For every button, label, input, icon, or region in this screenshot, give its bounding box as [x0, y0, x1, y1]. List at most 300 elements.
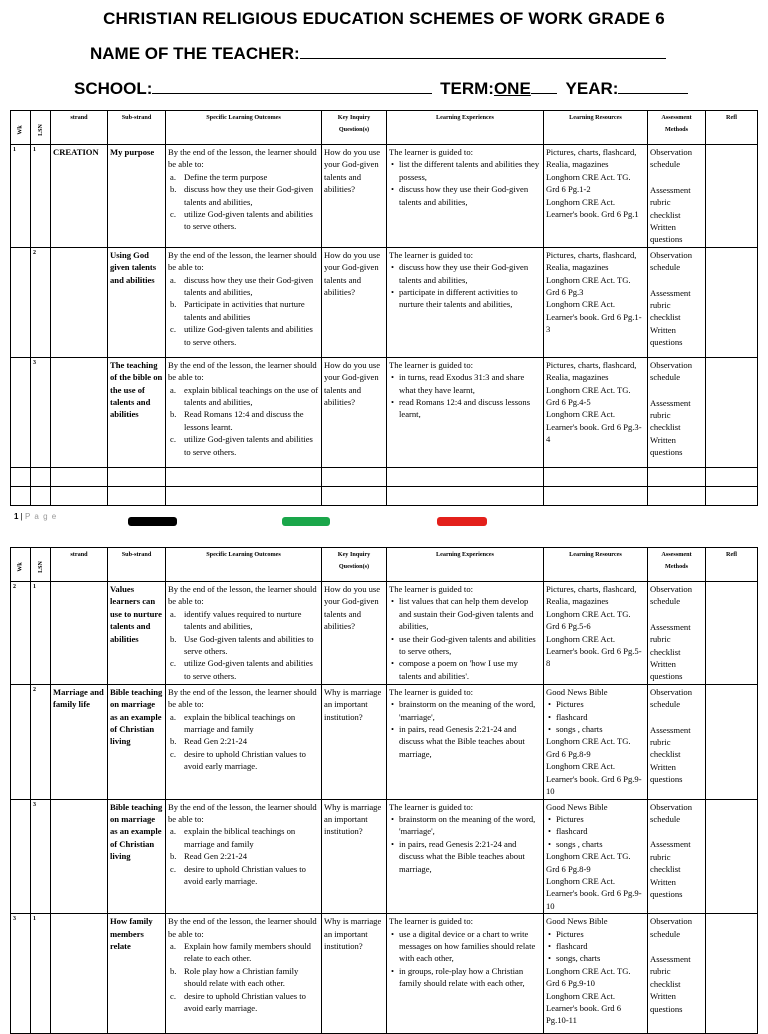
- assessment-line: Assessment rubric checklist: [650, 184, 691, 220]
- resources-cell: [544, 247, 648, 357]
- scheme-table-page-1: [10, 110, 758, 506]
- column-header-label: Sub-strand: [121, 114, 152, 121]
- experience-item: • list values that can help them develop and sustain their God-given talents and abilities,: [389, 595, 541, 632]
- outcome-item: [168, 384, 319, 409]
- column-header: [322, 111, 387, 145]
- resource-line: Pictures, charts, flashcard, Realia, magazines: [546, 359, 637, 383]
- outcome-letter: c.: [170, 434, 176, 445]
- strand-cell: [51, 357, 108, 467]
- outcome-item: [168, 735, 319, 747]
- outcome-text: desire to uphold Christian values to avoid early marriage.: [184, 863, 306, 886]
- empty-cell: [706, 486, 758, 505]
- assessment-line: Observation schedule: [650, 801, 693, 824]
- resource-line: Longhorn CRE Act. TG. Grd 6 Pg.8-9: [546, 736, 631, 759]
- outcome-letter: b.: [170, 633, 177, 644]
- outcome-item: [168, 633, 319, 658]
- experience-item: • in groups, role-play how a Christian family should relate with each other,: [389, 965, 541, 990]
- experiences-list: [389, 261, 541, 311]
- year-blank: [618, 93, 688, 94]
- column-header: [11, 111, 31, 145]
- outcome-item: [168, 990, 319, 1015]
- column-header-label: strand: [70, 114, 88, 121]
- table-row: [11, 145, 758, 248]
- outcome-item: [168, 940, 319, 965]
- outcomes-list: [168, 825, 319, 887]
- outcomes-intro: By the end of the lesson, the learner should be able to:: [168, 359, 317, 383]
- outcome-item: [168, 711, 319, 736]
- outcome-letter: a.: [170, 274, 176, 285]
- reflection-cell: [706, 684, 758, 799]
- outcome-letter: c.: [170, 324, 176, 335]
- experience-item: • list the different talents and abilities they possess,: [389, 158, 541, 183]
- inquiry-question-cell: How do you use your God-given talents and abilities?: [322, 582, 387, 685]
- outcome-letter: b.: [170, 184, 177, 195]
- week-cell: [11, 582, 31, 685]
- column-header-label: Specific Learning Outcomes: [206, 551, 281, 558]
- resource-bullet: • songs , charts: [546, 838, 645, 850]
- reflection-cell: [706, 357, 758, 467]
- lesson-cell: [31, 914, 51, 1034]
- experiences-cell: [387, 582, 544, 685]
- outcome-text: Define the term purpose: [184, 171, 268, 182]
- table-header: [11, 548, 758, 582]
- experiences-intro: The learner is guided to:: [389, 916, 473, 927]
- column-header: [387, 111, 544, 145]
- experiences-cell: [387, 799, 544, 914]
- experiences-cell: [387, 684, 544, 799]
- outcome-item: [168, 408, 319, 433]
- column-header-label: Learning Experiences: [436, 551, 494, 558]
- assessment-cell: [648, 582, 706, 685]
- column-header: [108, 548, 166, 582]
- column-header-label: LSN: [37, 561, 44, 573]
- week-cell: [11, 357, 31, 467]
- outcomes-list: [168, 171, 319, 233]
- assessment-line: Observation schedule: [650, 916, 693, 939]
- resource-bullet: • Pictures: [546, 813, 645, 825]
- outcomes-list: [168, 711, 319, 773]
- outcomes-cell: [166, 247, 322, 357]
- week-cell: [11, 914, 31, 1034]
- empty-cell: [544, 467, 648, 486]
- outcome-item: [168, 171, 319, 183]
- experiences-list: [389, 813, 541, 875]
- resource-line: Longhorn CRE Act. TG. Grd 6 Pg.1-2: [546, 171, 631, 195]
- empty-row: [11, 486, 758, 505]
- assessment-cell: [648, 145, 706, 248]
- experiences-list: [389, 928, 541, 990]
- experience-item: • discuss how they use their God-given talents and abilities,: [389, 183, 541, 208]
- strand-cell: [51, 799, 108, 914]
- empty-cell: [11, 467, 31, 486]
- resource-line: Longhorn CRE Act. TG. Grd 6 Pg.8-9: [546, 851, 631, 874]
- lesson-number: 1: [33, 147, 36, 153]
- outcomes-cell: [166, 145, 322, 248]
- experiences-intro: The learner is guided to:: [389, 686, 473, 697]
- column-header-label: Wk: [17, 125, 24, 135]
- outcomes-cell: [166, 582, 322, 685]
- table-row: [11, 799, 758, 914]
- column-header: [11, 548, 31, 582]
- resources-intro: Good News Bible: [546, 916, 608, 927]
- lesson-number: 2: [33, 686, 36, 693]
- experiences-intro: The learner is guided to:: [389, 147, 473, 157]
- outcome-text: Use God-given talents and abilities to serve others.: [184, 633, 314, 657]
- assessment-line: Written questions: [650, 324, 683, 348]
- experience-item: • in turns, read Exodus 31:3 and share what they have learnt,: [389, 371, 541, 396]
- column-header: [387, 548, 544, 582]
- reflection-cell: [706, 799, 758, 914]
- outcomes-list: [168, 608, 319, 682]
- column-header: [706, 111, 758, 145]
- resource-bullet: • flashcard: [546, 825, 645, 837]
- column-header: [648, 548, 706, 582]
- column-header: [544, 548, 648, 582]
- resources-cell: [544, 914, 648, 1034]
- empty-cell: [108, 467, 166, 486]
- empty-cell: [108, 486, 166, 505]
- experiences-cell: [387, 914, 544, 1034]
- column-header-label: Learning Resources: [569, 114, 622, 121]
- teacher-name-line: [90, 44, 768, 64]
- assessment-line: Written questions: [650, 659, 683, 682]
- lesson-number: 3: [33, 801, 36, 808]
- assessment-line: Observation schedule: [650, 147, 693, 170]
- resource-line: Longhorn CRE Act. Learner's book. Grd 6 Pg.1: [546, 196, 639, 220]
- outcome-item: [168, 850, 319, 862]
- empty-cell: [648, 467, 706, 486]
- lesson-number: 2: [33, 249, 36, 256]
- column-header: [31, 548, 51, 582]
- outcomes-intro: By the end of the lesson, the learner should be able to:: [168, 686, 317, 710]
- resource-line: Longhorn CRE Act. TG. Grd 6 Pg.3: [546, 274, 631, 298]
- outcome-letter: c.: [170, 658, 176, 669]
- week-cell: [11, 145, 31, 248]
- assessment-line: Observation schedule: [650, 249, 693, 273]
- substrand-cell: Bible teaching on marriage as an example of Christian living: [108, 684, 166, 799]
- column-header-label: Assessment Methods: [661, 551, 692, 570]
- empty-cell: [322, 486, 387, 505]
- week-number: 1: [13, 147, 16, 153]
- resource-bullet: • Pictures: [546, 928, 645, 940]
- year-label: YEAR:: [565, 79, 619, 98]
- strand-cell: [51, 582, 108, 685]
- outcome-text: utilize God-given talents and abilities to serve others.: [184, 434, 313, 457]
- outcome-letter: a.: [170, 384, 176, 395]
- table-row: [11, 357, 758, 467]
- experience-item: • use their God-given talents and abilities to serve others,: [389, 633, 541, 658]
- green-bar: [282, 517, 330, 526]
- empty-cell: [544, 486, 648, 505]
- column-header-label: Learning Resources: [569, 551, 622, 558]
- outcome-item: [168, 863, 319, 888]
- assessment-line: Assessment rubric checklist: [650, 397, 691, 433]
- outcomes-intro: By the end of the lesson, the learner should be able to:: [168, 801, 317, 824]
- lesson-cell: [31, 684, 51, 799]
- inquiry-question-cell: How do you use your God-given talents and abilities?: [322, 247, 387, 357]
- experiences-intro: The learner is guided to:: [389, 359, 473, 370]
- red-bar: [437, 517, 487, 526]
- column-header-label: Key Inquiry Question(s): [337, 551, 371, 570]
- strand-cell: Marriage and family life: [51, 684, 108, 799]
- experience-item: • compose a poem on 'how I use my talents and abilities'.: [389, 657, 541, 682]
- scheme-table-page-2: [10, 547, 758, 1034]
- assessment-cell: [648, 914, 706, 1034]
- lesson-cell: [31, 145, 51, 248]
- header-row: [11, 111, 758, 145]
- outcome-letter: c.: [170, 863, 176, 874]
- substrand-cell: My purpose: [108, 145, 166, 248]
- column-header-label: Key Inquiry Question(s): [337, 114, 371, 133]
- assessment-line: Written questions: [650, 222, 683, 245]
- lesson-number: 1: [33, 916, 36, 923]
- outcome-item: [168, 657, 319, 682]
- experience-item: • read Romans 12:4 and discuss lessons learnt,: [389, 396, 541, 421]
- resource-line: Longhorn CRE Act. Learner's book. Grd 6 Pg.1-3: [546, 299, 642, 335]
- assessment-line: Assessment rubric checklist: [650, 724, 691, 760]
- outcome-item: [168, 748, 319, 773]
- experiences-list: [389, 158, 541, 208]
- resource-bullet: • songs, charts: [546, 952, 645, 964]
- reflection-cell: [706, 247, 758, 357]
- substrand-cell: Using God given talents and abilities: [108, 247, 166, 357]
- assessment-cell: [648, 357, 706, 467]
- header-row: [11, 548, 758, 582]
- black-bar: [128, 517, 177, 526]
- outcomes-intro: By the end of the lesson, the learner should be able to:: [168, 584, 317, 607]
- resource-line: Longhorn CRE Act. TG. Grd 6 Pg.9-10: [546, 965, 631, 989]
- resource-line: Longhorn CRE Act. Learner's book. Grd 6 Pg.5-8: [546, 633, 642, 669]
- page-number: 1: [14, 512, 19, 521]
- substrand-cell: How family members relate: [108, 914, 166, 1034]
- empty-cell: [51, 486, 108, 505]
- outcomes-cell: [166, 799, 322, 914]
- experience-item: • in pairs, read Genesis 2:21-24 and discuss what the Bible teaches about marriage,: [389, 723, 541, 760]
- resource-line: Longhorn CRE Act. Learner's book. Grd 6 Pg.3-4: [546, 409, 642, 445]
- assessment-line: Written questions: [650, 761, 683, 785]
- strand-cell: CREATION: [51, 145, 108, 248]
- outcome-item: [168, 274, 319, 299]
- outcome-letter: a.: [170, 711, 176, 722]
- assessment-line: Assessment rubric checklist: [650, 839, 691, 875]
- table-header: [11, 111, 758, 145]
- experiences-cell: [387, 357, 544, 467]
- outcome-item: [168, 183, 319, 208]
- substrand-cell: Bible teaching on marriage as an example of Christian living: [108, 799, 166, 914]
- outcome-text: explain the biblical teachings on marriage and family: [184, 826, 296, 849]
- outcome-letter: c.: [170, 990, 176, 1001]
- school-term-year-line: [74, 79, 768, 99]
- empty-cell: [387, 486, 544, 505]
- outcome-text: Explain how family members should relate to each other.: [184, 940, 311, 964]
- resources-cell: [544, 357, 648, 467]
- resource-line: Pictures, charts, flashcard, Realia, magazines: [546, 249, 637, 273]
- outcomes-cell: [166, 357, 322, 467]
- outcome-text: utilize God-given talents and abilities to serve others.: [184, 324, 313, 347]
- assessment-line: Assessment rubric checklist: [650, 287, 691, 323]
- lesson-number: 1: [33, 584, 36, 590]
- column-header-label: Wk: [17, 562, 24, 572]
- assessment-line: Assessment rubric checklist: [650, 953, 691, 989]
- outcomes-intro: By the end of the lesson, the learner should be able to:: [168, 916, 317, 939]
- resources-intro: Good News Bible: [546, 686, 608, 697]
- page-footer: 1 | P a g e: [14, 512, 58, 521]
- outcomes-intro: By the end of the lesson, the learner should be able to:: [168, 147, 317, 170]
- outcome-text: Read Romans 12:4 and discuss the lessons learnt.: [184, 409, 304, 432]
- outcomes-list: [168, 274, 319, 348]
- resource-line: Pictures, charts, flashcard, Realia, magazines: [546, 584, 637, 607]
- experience-item: • participate in different activities to nurture their talents and abilities,: [389, 286, 541, 311]
- empty-cell: [706, 467, 758, 486]
- outcomes-cell: [166, 914, 322, 1034]
- assessment-line: Observation schedule: [650, 584, 693, 607]
- outcome-text: Role play how a Christian family should relate with each other.: [184, 965, 299, 989]
- resources-cell: [544, 582, 648, 685]
- outcomes-list: [168, 940, 319, 1014]
- substrand-cell: Values learners can use to nurture talents and abilities: [108, 582, 166, 685]
- week-cell: [11, 799, 31, 914]
- outcome-text: desire to uphold Christian values to avoid early marriage.: [184, 748, 306, 772]
- outcome-text: explain the biblical teachings on marriage and family: [184, 711, 296, 735]
- resources-intro: Good News Bible: [546, 801, 608, 812]
- inquiry-question-cell: How do you use your God-given talents and abilities?: [322, 357, 387, 467]
- table-row: [11, 914, 758, 1034]
- column-header-label: Refl: [726, 114, 737, 121]
- column-header-label: strand: [70, 551, 88, 558]
- empty-cell: [387, 467, 544, 486]
- outcome-letter: b.: [170, 299, 177, 310]
- experiences-list: [389, 698, 541, 760]
- lesson-cell: [31, 247, 51, 357]
- column-header-label: Specific Learning Outcomes: [206, 114, 281, 121]
- outcome-item: [168, 608, 319, 633]
- experience-item: • brainstorm on the meaning of the word, 'marriage',: [389, 813, 541, 838]
- column-header-label: Refl: [726, 551, 737, 558]
- column-header: [108, 111, 166, 145]
- resource-line: Longhorn CRE Act. Learner's book. Grd 6 Pg.9-10: [546, 761, 642, 797]
- empty-cell: [51, 467, 108, 486]
- substrand-cell: The teaching of the bible on the use of talents and abilities: [108, 357, 166, 467]
- inquiry-question-cell: How do you use your God-given talents and abilities?: [322, 145, 387, 248]
- outcome-text: Read Gen 2:21-24: [184, 736, 248, 747]
- resources-bullets: [546, 928, 645, 965]
- outcome-text: identify values required to nurture talents and abilities,: [184, 608, 302, 632]
- empty-cell: [31, 467, 51, 486]
- outcome-letter: a.: [170, 171, 176, 182]
- resource-line: Longhorn CRE Act. Learner's book. Grd 6 Pg.9-10: [546, 875, 642, 911]
- assessment-line: Observation schedule: [650, 359, 693, 383]
- empty-cell: [166, 467, 322, 486]
- table-row: [11, 582, 758, 685]
- experiences-cell: [387, 247, 544, 357]
- assessment-line: Observation schedule: [650, 686, 693, 710]
- experiences-intro: The learner is guided to:: [389, 249, 473, 260]
- table-row: [11, 684, 758, 799]
- outcome-letter: a.: [170, 940, 176, 951]
- assessment-line: Written questions: [650, 876, 683, 899]
- outcome-item: [168, 298, 319, 323]
- outcome-letter: a.: [170, 826, 176, 837]
- lesson-cell: [31, 357, 51, 467]
- outcome-letter: a.: [170, 608, 176, 619]
- column-header: [648, 111, 706, 145]
- outcome-letter: b.: [170, 736, 177, 747]
- inquiry-question-cell: Why is marriage an important institution?: [322, 914, 387, 1034]
- inquiry-question-cell: Why is marriage an important institution?: [322, 799, 387, 914]
- outcome-letter: c.: [170, 209, 176, 220]
- experience-item: • discuss how they use their God-given talents and abilities,: [389, 261, 541, 286]
- column-header: [322, 548, 387, 582]
- column-header: [51, 548, 108, 582]
- outcome-text: discuss how they use their God-given talents and abilities,: [184, 274, 314, 298]
- table-row: [11, 247, 758, 357]
- resource-line: Pictures, charts, flashcard, Realia, magazines: [546, 147, 637, 170]
- reflection-cell: [706, 145, 758, 248]
- assessment-line: Written questions: [650, 991, 683, 1014]
- school-label: SCHOOL:: [74, 79, 153, 98]
- experiences-intro: The learner is guided to:: [389, 801, 473, 812]
- outcome-letter: b.: [170, 965, 177, 976]
- column-header: [31, 111, 51, 145]
- term-value: ONE: [493, 79, 531, 98]
- outcome-text: explain biblical teachings on the use of talents and abilities,: [184, 384, 319, 408]
- week-number: 2: [13, 584, 16, 590]
- column-header: [166, 548, 322, 582]
- resource-line: Longhorn CRE Act. TG. Grd 6 Pg.4-5: [546, 384, 631, 408]
- resource-bullet: • flashcard: [546, 711, 645, 723]
- document-title: CHRISTIAN RELIGIOUS EDUCATION SCHEMES OF WORK GRADE 6: [103, 9, 665, 28]
- assessment-cell: [648, 684, 706, 799]
- week-cell: [11, 247, 31, 357]
- column-header: [706, 548, 758, 582]
- empty-row: [11, 467, 758, 486]
- resource-bullet: • flashcard: [546, 940, 645, 952]
- resources-bullets: [546, 698, 645, 735]
- experience-item: • use a digital device or a chart to write messages on how families should relate with each other,: [389, 928, 541, 965]
- page-label: P a g e: [24, 512, 58, 521]
- strand-cell: [51, 247, 108, 357]
- lesson-cell: [31, 799, 51, 914]
- column-header: [51, 111, 108, 145]
- assessment-cell: [648, 247, 706, 357]
- resource-bullet: • songs , charts: [546, 723, 645, 735]
- column-header-label: Learning Experiences: [436, 114, 494, 121]
- school-blank: [152, 93, 432, 94]
- column-header: [544, 111, 648, 145]
- resources-cell: [544, 145, 648, 248]
- outcome-text: discuss how they use their God-given talents and abilities,: [184, 184, 314, 207]
- lesson-number: 3: [33, 359, 36, 366]
- outcomes-cell: [166, 684, 322, 799]
- experience-item: • in pairs, read Genesis 2:21-24 and discuss what the Bible teaches about marriage,: [389, 838, 541, 875]
- resource-line: Longhorn CRE Act. Learner's book. Grd 6 Pg.10-11: [546, 990, 622, 1026]
- outcome-text: utilize God-given talents and abilities to serve others.: [184, 658, 313, 681]
- resource-line: Longhorn CRE Act. TG. Grd 6 Pg.5-6: [546, 608, 631, 632]
- assessment-line: Assessment rubric checklist: [650, 621, 691, 657]
- resources-cell: [544, 799, 648, 914]
- week-cell: [11, 684, 31, 799]
- column-header-label: Sub-strand: [121, 551, 152, 558]
- resources-cell: [544, 684, 648, 799]
- empty-cell: [31, 486, 51, 505]
- column-header: [166, 111, 322, 145]
- reflection-cell: [706, 582, 758, 685]
- column-header-label: LSN: [37, 124, 44, 136]
- outcome-item: [168, 323, 319, 348]
- lesson-cell: [31, 582, 51, 685]
- resources-bullets: [546, 813, 645, 850]
- empty-cell: [322, 467, 387, 486]
